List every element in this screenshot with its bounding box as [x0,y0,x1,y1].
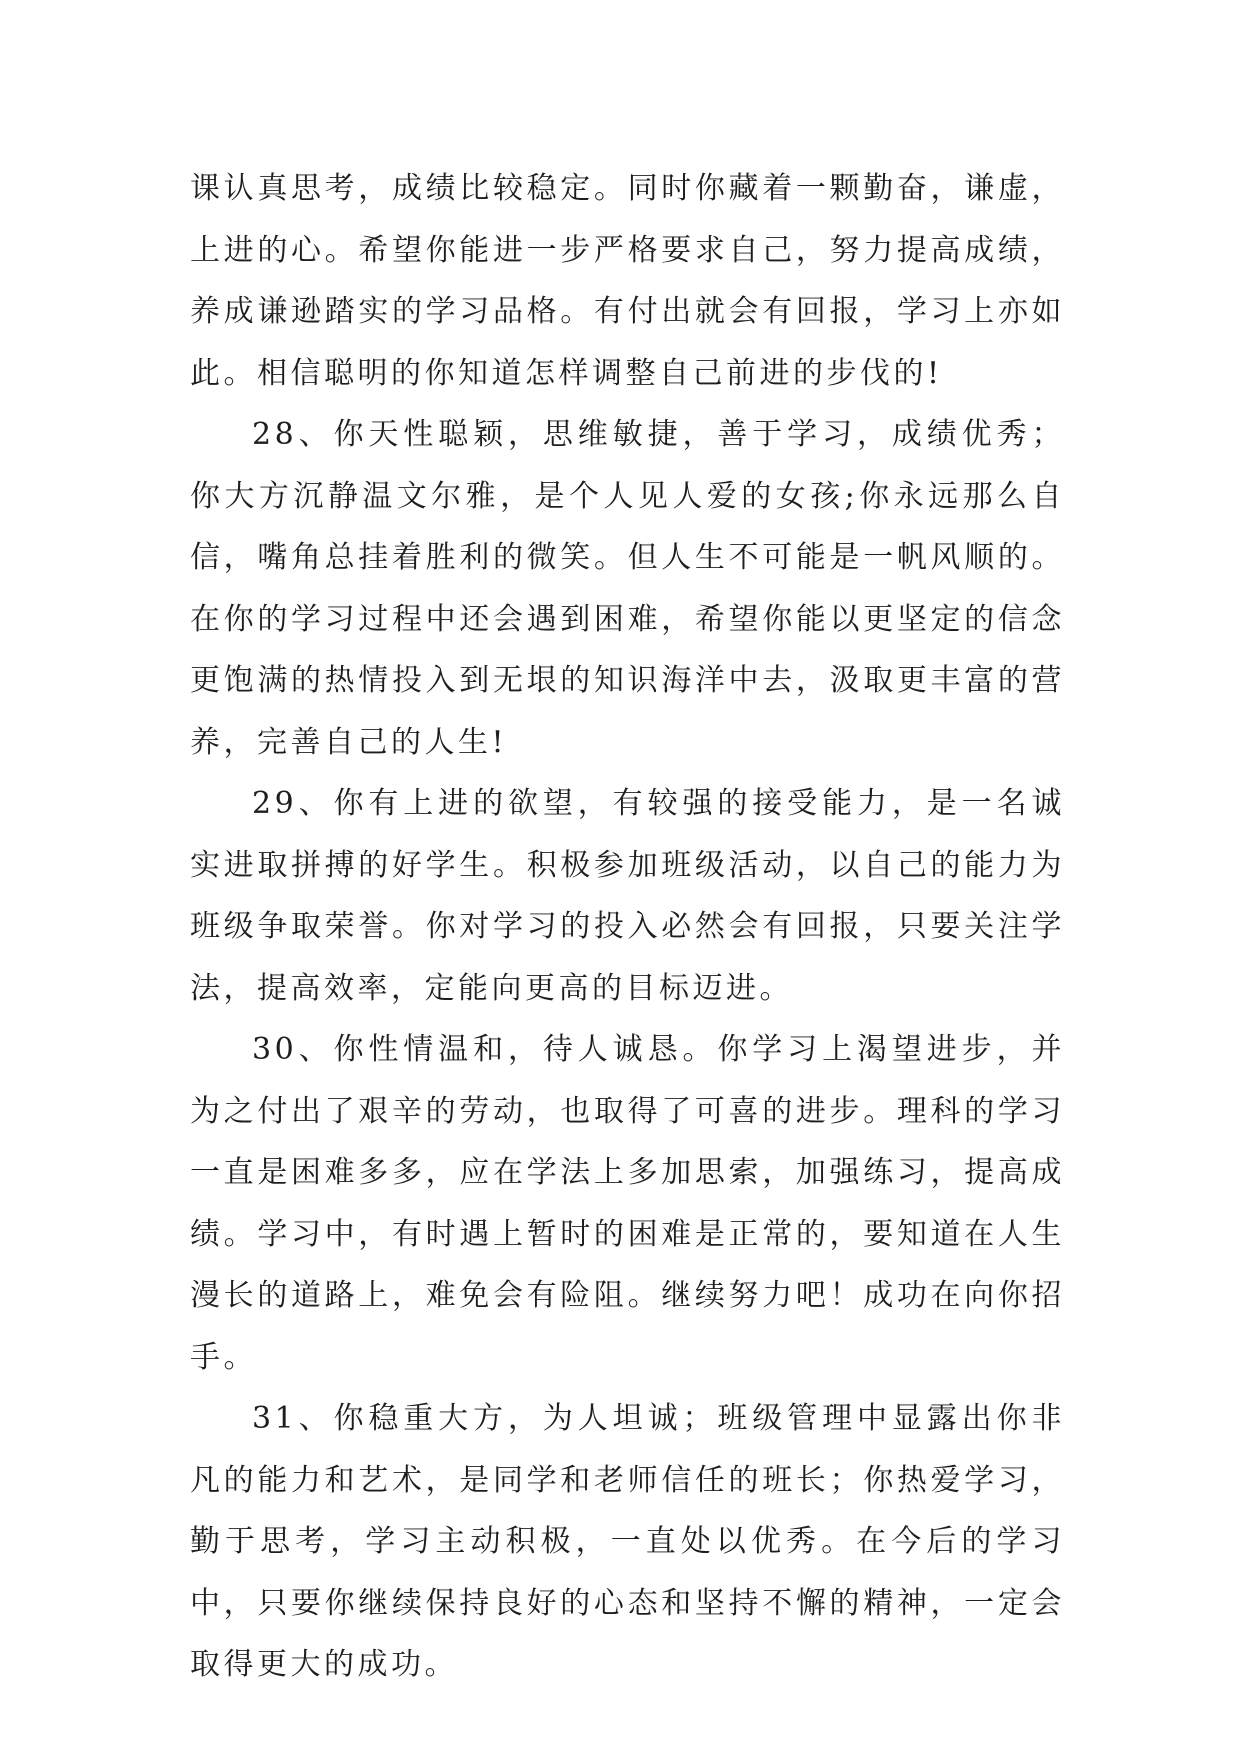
paragraph-28: 28、你天性聪颖，思维敏捷，善于学习，成绩优秀；你大方沉静温文尔雅，是个人见人爱的女孩;你永远那么自信，嘴角总挂着胜利的微笑。但人生不可能是一帆风顺的。在你的学习过程中还会遇到困难，希望你能以更坚定的信念更饱满的热情投入到无垠的知识海洋中去，汲取更丰富的营养，完善自己的人生! [190,417,1065,760]
paragraph-29: 29、你有上进的欲望，有较强的接受能力，是一名诚实进取拼搏的好学生。积极参加班级活动，以自己的能力为班级争取荣誉。你对学习的投入必然会有回报，只要关注学法，提高效率，定能向更高的目标迈进。 [190,786,1065,1006]
paragraph-31: 31、你稳重大方，为人坦诚；班级管理中显露出你非凡的能力和艺术，是同学和老师信任的班长；你热爱学习，勤于思考，学习主动积极，一直处以优秀。在今后的学习中，只要你继续保持良好的心态和坚持不懈的精神，一定会取得更大的成功。 [190,1401,1065,1682]
paragraph-continuation: 课认真思考，成绩比较稳定。同时你藏着一颗勤奋，谦虚，上进的心。希望你能进一步严格要求自己，努力提高成绩，养成谦逊踏实的学习品格。有付出就会有回报，学习上亦如此。相信聪明的你知道怎样调整自己前进的步伐的! [190,171,1065,391]
paragraph-30: 30、你性情温和，待人诚恳。你学习上渴望进步，并为之付出了艰辛的劳动，也取得了可喜的进步。理科的学习一直是困难多多，应在学法上多加思索，加强练习，提高成绩。学习中，有时遇上暂时的困难是正常的，要知道在人生漫长的道路上，难免会有险阻。继续努力吧！成功在向你招手。 [190,1032,1065,1375]
document-body [190,158,1065,1696]
